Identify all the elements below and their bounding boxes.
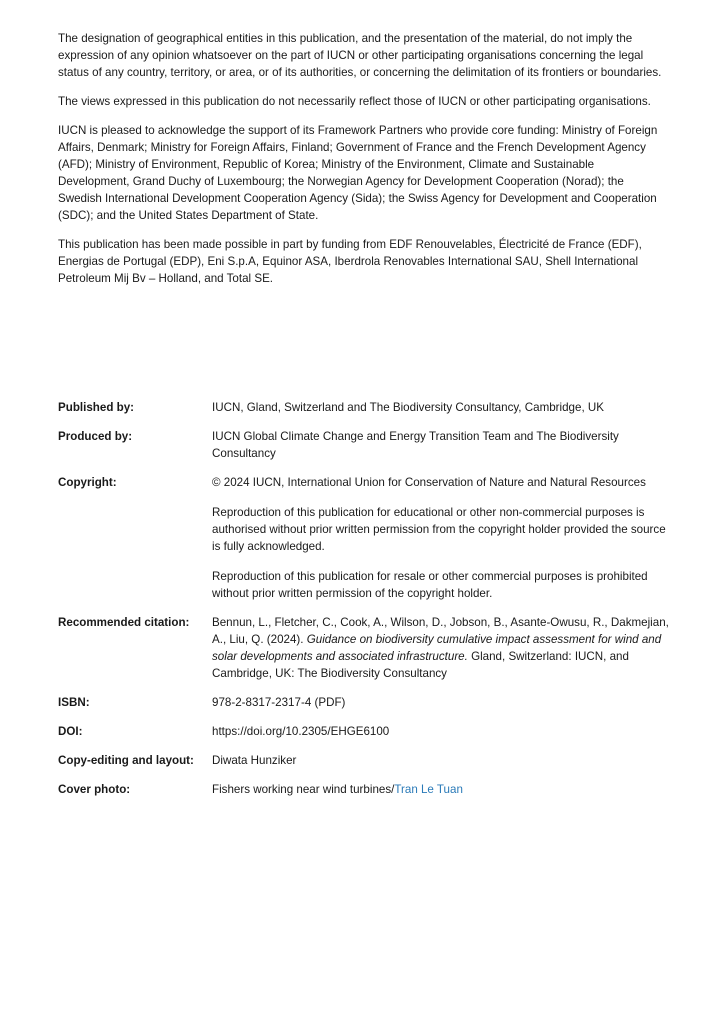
- doi-row: [58, 723, 674, 740]
- copyright-label: Copyright:: [58, 476, 117, 489]
- citation-title: Guidance on biodiversity cumulative impact assessment for wind and solar developments and associated infrastructure.: [212, 633, 662, 663]
- cover-photo-label: Cover photo:: [58, 783, 131, 796]
- cover-photo-caption: Fishers working near wind turbines/: [212, 783, 395, 796]
- publication-details: [58, 399, 674, 810]
- published-by-row: [58, 399, 674, 416]
- copyright-value: [212, 474, 674, 602]
- published-by-label: Published by:: [58, 401, 135, 414]
- citation-label: Recommended citation:: [58, 616, 190, 629]
- funding-paragraph: This publication has been made possible in part by funding from EDF Renouvelables, Électricité de France (EDF), Energias de Portugal (EDP), Eni S.p.A, Equinor ASA, Iberdrola Renovables International SAU, Shell International Petroleum Mij Bv – Holland, and Total SE.: [58, 238, 642, 285]
- citation-publisher: Gland, Switzerland: IUCN, and Cambridge, UK: The Biodiversity Consultancy: [212, 650, 629, 680]
- citation-value: [212, 614, 674, 682]
- views-paragraph: The views expressed in this publication do not necessarily reflect those of IUCN or other participating organisations.: [58, 95, 651, 108]
- disclaimer-section: [58, 0, 666, 287]
- citation-row: [58, 614, 674, 682]
- commercial-reproduction: Reproduction of this publication for resale or other commercial purposes is prohibited without prior written permission of the copyright holder.: [212, 570, 648, 600]
- isbn-row: [58, 694, 674, 711]
- framework-partners-paragraph: IUCN is pleased to acknowledge the support of its Framework Partners who provide core funding: Ministry of Foreign Affairs, Denmark; Ministry for Foreign Affairs, Finland; Government of France and the French Development Agency (AFD); Ministry of Environment, Republic of Korea; Ministry of the Environment, Climate and Sustainable Development, Grand Duchy of Luxembourg; the Norwegian Agency for Development Cooperation (Norad); the Swedish International Development Cooperation Agency (Sida); the Swiss Agency for Development and Cooperation (SDC); and the United States Department of State.: [58, 124, 658, 222]
- doi-value: https://doi.org/10.2305/EHGE6100: [212, 725, 390, 738]
- photographer-credit-link[interactable]: Tran Le Tuan: [394, 783, 463, 796]
- cover-photo-row: [58, 781, 674, 798]
- cover-photo-value: [212, 781, 674, 798]
- doi-label: DOI:: [58, 725, 83, 738]
- copy-editing-label: Copy-editing and layout:: [58, 754, 194, 767]
- disclaimer-paragraph: The designation of geographical entities in this publication, and the presentation of the material, do not imply the expression of any opinion whatsoever on the part of IUCN or other participating organisations concerning the legal status of any country, territory, or area, or of its authorities, or concerning the delimitation of its frontiers or boundaries.: [58, 32, 662, 79]
- produced-by-row: [58, 428, 674, 462]
- produced-by-label: Produced by:: [58, 430, 133, 443]
- copy-editing-row: [58, 752, 674, 769]
- copyright-row: [58, 474, 674, 602]
- isbn-value: 978-2-8317-2317-4 (PDF): [212, 696, 346, 709]
- non-commercial-reproduction: Reproduction of this publication for educational or other non-commercial purposes is authorised without prior written permission from the copyright holder provided the source is fully acknowledged.: [212, 506, 666, 553]
- copy-editing-value: Diwata Hunziker: [212, 754, 297, 767]
- isbn-label: ISBN:: [58, 696, 90, 709]
- produced-by-value: IUCN Global Climate Change and Energy Transition Team and The Biodiversity Consultancy: [212, 430, 619, 460]
- published-by-value: IUCN, Gland, Switzerland and The Biodiversity Consultancy, Cambridge, UK: [212, 401, 604, 414]
- copyright-statement: © 2024 IUCN, International Union for Conservation of Nature and Natural Resources: [212, 476, 646, 489]
- citation-authors: Bennun, L., Fletcher, C., Cook, A., Wilson, D., Jobson, B., Asante-Owusu, R., Dakmejian, A., Liu, Q. (2024).: [212, 616, 669, 646]
